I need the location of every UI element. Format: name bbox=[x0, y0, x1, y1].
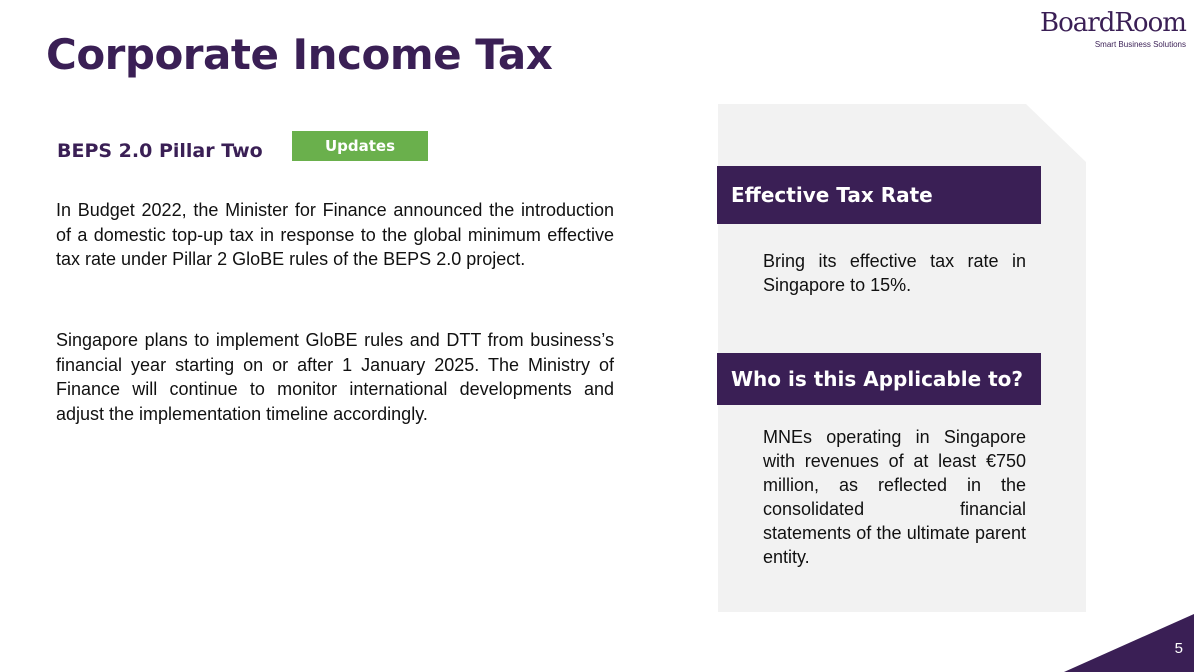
paragraph-budget: In Budget 2022, the Minister for Finance announced the introduction of a domestic top-up tax in response to the global minimum effective tax rate under Pillar 2 GloBE rules of the BEPS 2.0 project. bbox=[56, 200, 614, 269]
boardroom-logo bbox=[1040, 8, 1190, 52]
effective-tax-rate-header: Effective Tax Rate bbox=[717, 166, 1041, 224]
paragraph-implementation: Singapore plans to implement GloBE rules and DTT from business’s financial year starting on or after 1 January 2025. The Ministry of Finance will continue to monitor international developments and adjust the implementation timeline accordingly. bbox=[56, 330, 614, 424]
effective-tax-rate-text: Bring its effective tax rate in Singapore to 15%. bbox=[763, 251, 1026, 295]
logo-wordmark: BoardRoom bbox=[1040, 8, 1186, 38]
page-title: Corporate Income Tax bbox=[46, 30, 553, 79]
applicability-text: MNEs operating in Singapore with revenues of at least €750 million, as reflected in the consolidated financial statements of the ultimate parent entity. bbox=[763, 427, 1026, 567]
section-heading: BEPS 2.0 Pillar Two bbox=[57, 140, 263, 162]
applicability-header: Who is this Applicable to? bbox=[717, 353, 1041, 405]
updates-badge: Updates bbox=[292, 131, 428, 161]
page-number: 5 bbox=[1174, 640, 1183, 657]
logo-tagline: Smart Business Solutions bbox=[1094, 40, 1186, 49]
